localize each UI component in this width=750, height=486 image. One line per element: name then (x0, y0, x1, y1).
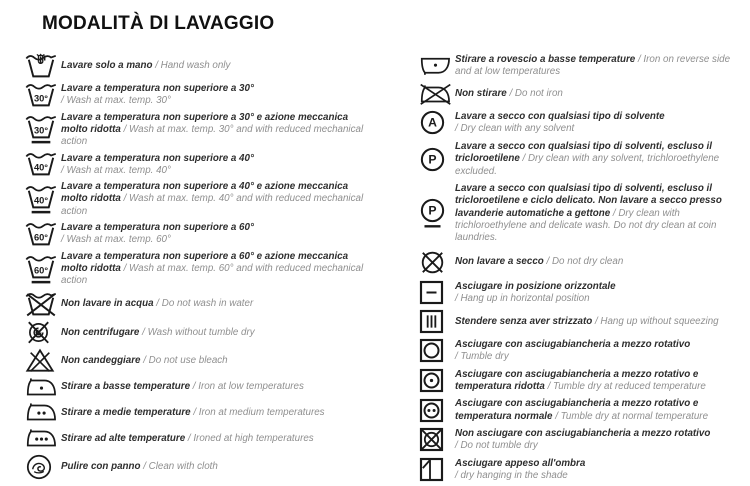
label-italian: Lavare a temperatura non superiore a 30° e azione meccanica molto ridotta (61, 111, 349, 135)
dry-clean-p-delicate-icon (419, 198, 455, 228)
page-header (0, 0, 750, 53)
care-item (419, 338, 747, 364)
label-italian: Non stirare (455, 88, 507, 100)
hand-wash-icon (25, 53, 61, 79)
label-italian: Non centrifugare (61, 326, 140, 338)
label-english: / Dry clean with any solvent (455, 123, 575, 135)
label-english: / Dry clean with trichloroethylene and delicate wash. Do not dry clean at coin laundries. (455, 207, 717, 244)
care-item (25, 180, 377, 218)
label-italian: Asciugare con asciugabiancheria a mezzo rotativo e temperatura normale (455, 398, 699, 422)
care-item-label (455, 457, 747, 483)
care-item-label (61, 152, 377, 178)
label-italian: Pulire con panno (61, 460, 141, 472)
care-item (419, 397, 747, 423)
svg-text:60°: 60° (33, 232, 49, 243)
care-item (419, 249, 747, 276)
care-item-label (61, 297, 377, 310)
label-english: / Do not dry clean (546, 256, 624, 268)
label-italian: Stendere senza aver strizzato (455, 315, 593, 327)
label-italian: Asciugare con asciugabiancheria a mezzo rotativo e temperatura ridotta (455, 368, 699, 393)
care-item (25, 376, 377, 399)
label-italian: Lavare solo a mano (61, 60, 153, 72)
label-italian: Lavare a temperatura non superiore a 40° (61, 152, 254, 164)
iron-low-icon (25, 376, 61, 399)
svg-text:A: A (428, 115, 437, 130)
svg-text:60°: 60° (33, 265, 49, 276)
iron-medium-icon (25, 401, 61, 424)
iron-reverse-low-icon (419, 55, 455, 78)
care-item (419, 280, 747, 306)
clean-with-cloth-icon (25, 453, 61, 481)
label-english: / Wash at max. temp. 30° and with reduced mechanical action (61, 123, 364, 148)
label-italian: Lavare a temperatura non superiore a 60° (61, 222, 254, 234)
care-item (25, 53, 377, 79)
label-english: / Wash at max. temp. 60° and with reduced mechanical action (61, 263, 364, 287)
care-item (25, 453, 377, 481)
label-english: / Do not iron (509, 88, 563, 100)
label-english: / Wash without tumble dry (142, 326, 255, 338)
do-not-dry-clean-icon (419, 249, 455, 276)
label-english: / Do not use bleach (143, 354, 228, 366)
care-item-label (61, 180, 377, 218)
label-english: / Hang up without squeezing (594, 315, 719, 327)
care-item (419, 140, 747, 178)
label-italian: Lavare a secco con qualsiasi tipo di solventi, escluso il tricloroetilene e ciclo delicato. Non lavare a secco presso lavanderie automatiche a gettone (455, 183, 722, 219)
label-english: / Iron at medium temperatures (193, 407, 325, 419)
care-item-label (455, 368, 747, 394)
svg-text:P: P (428, 203, 437, 218)
label-english: / Wash at max. temp. 30° (61, 95, 171, 107)
care-item (419, 53, 747, 79)
label-italian: Lavare a temperatura non superiore a 40° e azione meccanica molto ridotta (61, 181, 349, 205)
label-english: / Tumble dry (455, 351, 509, 363)
tumble-dry-low-icon (419, 368, 455, 393)
label-italian: Stirare a medie temperature (61, 407, 191, 419)
dry-flat-icon (419, 280, 455, 305)
care-item-label (455, 255, 747, 268)
svg-text:40°: 40° (33, 195, 49, 206)
do-not-tumble-dry-icon (419, 427, 455, 452)
care-item-label (61, 250, 377, 288)
wash-30-icon (25, 82, 61, 108)
wash-60-reduced-icon (25, 254, 61, 284)
svg-text:30°: 30° (33, 93, 49, 104)
care-item-label (455, 427, 747, 453)
label-italian: Asciugare con asciugabiancheria a mezzo rotativo (455, 339, 691, 351)
svg-text:30°: 30° (33, 125, 49, 136)
tumble-dry-normal-icon (419, 398, 455, 423)
care-item (25, 320, 377, 345)
tumble-dry-icon (419, 338, 455, 363)
label-italian: Stirare a basse temperature (61, 381, 191, 393)
care-item (25, 291, 377, 317)
dry-clean-p-icon (419, 146, 455, 173)
label-italian: Asciugare in posizione orizzontale (455, 280, 616, 292)
care-item (419, 457, 747, 483)
label-english: / dry hanging in the shade (455, 469, 568, 481)
care-item-label (61, 432, 377, 445)
care-item (25, 82, 377, 108)
care-item-label (455, 397, 747, 423)
label-english: / Ironed at high temperatures (187, 432, 314, 444)
care-item-label (61, 354, 377, 367)
label-italian: Lavare a temperatura non superiore a 30° (61, 82, 254, 94)
svg-text:40°: 40° (33, 162, 49, 173)
left-column (25, 53, 377, 486)
label-italian: Non asciugare con asciugabiancheria a mezzo rotativo (455, 427, 711, 439)
do-not-wash-icon (25, 291, 61, 317)
label-italian: Stirare ad alte temperature (61, 432, 186, 444)
label-english: / Dry clean with any solvent, trichloroethylene excluded. (455, 153, 720, 177)
label-italian: Lavare a secco con qualsiasi tipo di solvente (455, 110, 665, 122)
wash-60-icon (25, 221, 61, 247)
care-item-label (61, 380, 377, 393)
label-italian: Lavare a secco con qualsiasi tipo di solventi, escluso il tricloroetilene (455, 141, 712, 165)
do-not-spin-icon (25, 320, 61, 345)
dry-in-shade-icon (419, 457, 455, 482)
label-english: / Tumble dry at normal temperature (555, 410, 709, 422)
dry-clean-any-solvent-icon (419, 109, 455, 136)
label-italian: Non lavare a secco (455, 256, 544, 268)
care-item (25, 111, 377, 149)
care-item-label (61, 326, 377, 339)
care-item (419, 309, 747, 334)
right-column (419, 53, 747, 486)
care-item-label (455, 182, 747, 244)
care-item (25, 348, 377, 373)
wash-30-reduced-icon (25, 114, 61, 144)
label-english: / Hand wash only (155, 60, 231, 72)
care-item-label (61, 460, 377, 473)
care-item-label (455, 87, 747, 100)
label-italian: Non candeggiare (61, 354, 141, 366)
care-item-label (61, 59, 377, 72)
care-item-label (61, 82, 377, 108)
care-item (419, 368, 747, 394)
care-item-label (455, 53, 747, 79)
care-item-label (455, 280, 747, 306)
label-italian: Stirare a rovescio a basse temperature (455, 54, 636, 65)
label-italian: Non lavare in acqua (61, 297, 154, 309)
care-item (25, 221, 377, 247)
care-item-label (455, 140, 747, 178)
label-english: / Wash at max. temp. 60° (61, 234, 171, 246)
label-english: / Do not wash in water (156, 297, 254, 309)
care-item (25, 250, 377, 288)
label-english: / Wash at max. temp. 40° and with reduced mechanical action (61, 193, 364, 217)
wash-40-reduced-icon (25, 184, 61, 214)
label-english: / Wash at max. temp. 40° (61, 164, 171, 176)
care-item (419, 182, 747, 244)
care-item-label (455, 110, 747, 136)
label-italian: Asciugare appeso all'ombra (455, 457, 586, 469)
care-item (419, 83, 747, 106)
label-italian: Lavare a temperatura non superiore a 60° e azione meccanica molto ridotta (61, 250, 349, 275)
care-item (25, 401, 377, 424)
care-item-label (61, 406, 377, 419)
care-item-label (455, 338, 747, 364)
label-english: / Iron on reverse side and at low temperatures (455, 54, 731, 78)
care-item-label (455, 315, 747, 328)
drip-dry-icon (419, 309, 455, 334)
care-item-label (61, 221, 377, 247)
iron-high-icon (25, 427, 61, 450)
label-english: / Clean with cloth (143, 460, 218, 472)
care-item (25, 427, 377, 450)
label-english: / Do not tumble dry (455, 440, 538, 452)
care-item-label (61, 111, 377, 149)
do-not-bleach-icon (25, 348, 61, 373)
legend-columns (0, 53, 750, 486)
care-item (25, 151, 377, 177)
label-english: / Hang up in horizontal position (455, 292, 590, 304)
label-english: / Iron at low temperatures (192, 381, 304, 393)
label-english: / Tumble dry at reduced temperature (547, 381, 706, 393)
care-item (419, 427, 747, 453)
do-not-iron-icon (419, 83, 455, 106)
svg-text:P: P (428, 152, 437, 167)
page-title: MODALITÀ DI LAVAGGIO (42, 13, 275, 34)
care-item (419, 109, 747, 136)
wash-40-icon (25, 151, 61, 177)
